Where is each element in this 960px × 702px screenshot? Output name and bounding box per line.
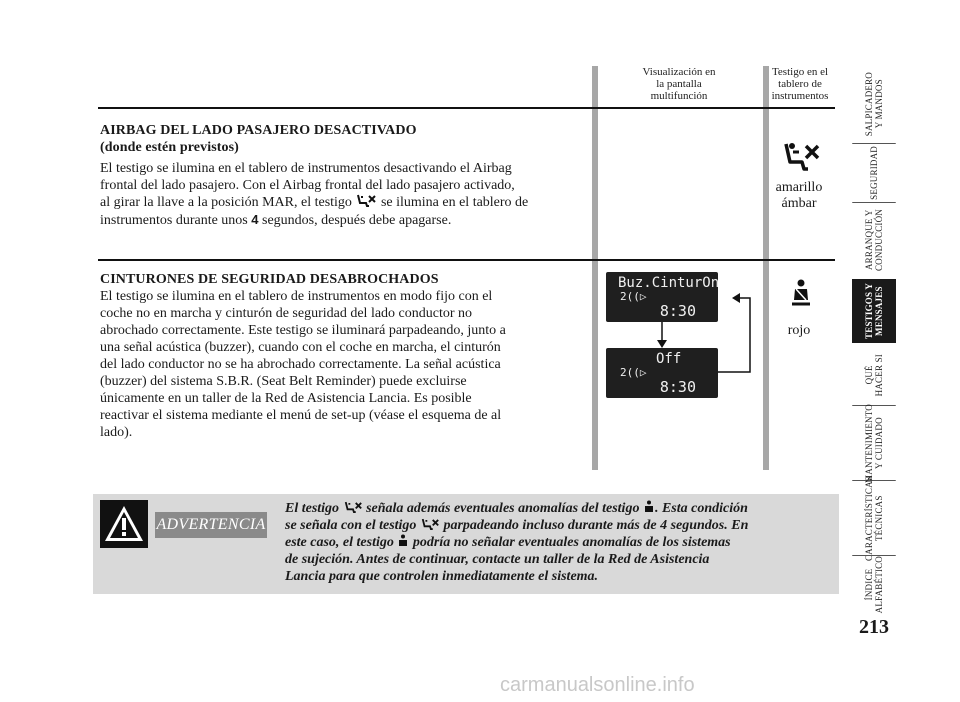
airbag-text [100, 160, 580, 229]
seatbelt-section [100, 271, 580, 441]
header-line: la pantalla [656, 78, 702, 90]
text-fragment: este caso, el testigo [285, 535, 394, 550]
text-line: una señal acústica (buzzer), cuando con el coche en marcha, el cinturón [100, 340, 501, 355]
column-divider [763, 66, 769, 470]
header-line: instrumentos [771, 90, 829, 102]
color-line: amarillo [775, 180, 823, 195]
color-line: ámbar [781, 196, 817, 211]
text-fragment: al girar la llave a la posición MAR, el testigo [100, 195, 352, 210]
tab-testigos[interactable] [852, 279, 896, 343]
text-line [100, 211, 580, 229]
seatbelt-icon [643, 500, 655, 514]
tab-separator [852, 202, 896, 203]
text-fragment: instrumentos durante unos [100, 213, 248, 228]
airbag-off-icon [420, 518, 440, 531]
display-column-header [620, 66, 738, 102]
header-line: tablero de [778, 78, 822, 90]
header-line: Testigo en el [771, 66, 829, 78]
text-line: El testigo se ilumina en el tablero de instrumentos desactivando el Airbag [100, 161, 512, 176]
airbag-title: AIRBAG DEL LADO PASAJERO DESACTIVADO [100, 123, 417, 138]
text-fragment: parpadeando incluso durante más de 4 segundos. En [443, 518, 749, 533]
header-line: Visualización en [642, 66, 716, 78]
display-clock: 8:30 [659, 302, 696, 320]
text-fragment: se señala con el testigo [285, 518, 417, 533]
text-line: lado). [100, 425, 133, 440]
text-line [100, 194, 580, 211]
seatbelt-lamp-color: rojo [787, 323, 811, 338]
text-fragment: . Esta condición [654, 501, 748, 516]
tab-label: ÍNDICE ALFABÉTICO [864, 556, 884, 614]
display-message: Off [656, 351, 682, 367]
tab-separator [852, 143, 896, 144]
page-number: 213 [859, 616, 889, 638]
section-rule [98, 107, 835, 109]
warning-badge: ADVERTENCIA [155, 512, 267, 538]
tab-caracteristicas[interactable] [852, 475, 896, 561]
tab-label: TESTIGOS Y MENSAJES [864, 283, 884, 339]
display-message: Buz.CinturOn [618, 275, 720, 291]
tab-label: SEGURIDAD [869, 146, 879, 200]
flow-arrows [640, 268, 760, 378]
warning-triangle-icon [100, 500, 148, 548]
tab-salpicadero[interactable] [852, 66, 896, 142]
seatbelt-title: CINTURONES DE SEGURIDAD DESABROCHADOS [100, 272, 439, 287]
tab-label: CARACTERÍSTICAS TÉCNICAS [864, 475, 884, 561]
text-line: (buzzer) del sistema S.B.R. (Seat Belt Reminder) puede excluirse [100, 374, 467, 389]
warning-text [285, 500, 833, 585]
seconds-value: 4 [251, 212, 259, 227]
text-line: coche no en marcha y cinturón de seguridad del lado conductor no [100, 306, 473, 321]
tab-que-hacer[interactable] [852, 346, 896, 404]
airbag-off-warning-icon [780, 140, 822, 174]
column-divider [592, 66, 598, 470]
seatbelt-icon [397, 534, 409, 548]
section-rule [98, 259, 835, 261]
text-fragment: El testigo [285, 501, 340, 516]
text-line: únicamente en un taller de la Red de Asistencia Lancia. Es posible [100, 391, 472, 406]
text-line: del lado conductor no se ha abrochado correctamente. La señal acústica [100, 357, 501, 372]
airbag-off-icon [343, 501, 363, 514]
tab-label: QUÉ HACER SI [864, 353, 884, 397]
warning-line: de sujeción. Antes de continuar, contacte un taller de la Red de Asistencia [285, 552, 710, 567]
airbag-off-icon [355, 194, 377, 208]
tab-arranque[interactable] [852, 204, 896, 276]
watermark: carmanualsonline.info [500, 674, 695, 696]
airbag-subtitle: (donde estén previstos) [100, 140, 239, 155]
text-line: reactivar el sistema mediante el menú de set-up (véase el esquema de al [100, 408, 502, 423]
tab-seguridad[interactable] [852, 145, 896, 201]
text-fragment: señala además eventuales anomalías del testigo [366, 501, 640, 516]
seatbelt-warning-icon [786, 278, 816, 308]
warning-line [285, 517, 833, 534]
airbag-lamp-color [762, 180, 836, 212]
seatbelt-text [100, 288, 580, 441]
warning-line: Lancia para que controlen inmediatamente el sistema. [285, 569, 599, 584]
display-indicator: 2((▷ [620, 366, 647, 379]
warning-line [285, 534, 833, 551]
tab-label: ARRANQUE Y CONDUCCIÓN [864, 208, 884, 271]
display-clock: 8:30 [659, 378, 696, 396]
tab-label: SALPICADERO Y MANDOS [864, 71, 884, 137]
text-line: frontal del lado pasajero. Con el Airbag frontal del lado pasajero activado, [100, 178, 515, 193]
display-indicator: 2((▷ [620, 290, 647, 303]
text-fragment: segundos, después debe apagarse. [262, 213, 452, 228]
header-line: multifunción [650, 90, 708, 102]
warning-line [285, 500, 833, 517]
text-fragment: podría no señalar eventuales anomalías de los sistemas [412, 535, 731, 550]
lamp-column-header [758, 66, 842, 102]
tab-label: MANTENIMIENTO Y CUIDADO [864, 403, 884, 483]
airbag-section [100, 122, 580, 229]
tab-indice[interactable] [852, 557, 896, 613]
tab-mantenimiento[interactable] [852, 403, 896, 483]
text-line: El testigo se ilumina en el tablero de instrumentos en modo fijo con el [100, 289, 493, 304]
text-line: abrochado correctamente. Este testigo se iluminará parpadeando, junto a [100, 323, 506, 338]
text-fragment: se ilumina en el tablero de [380, 195, 529, 210]
